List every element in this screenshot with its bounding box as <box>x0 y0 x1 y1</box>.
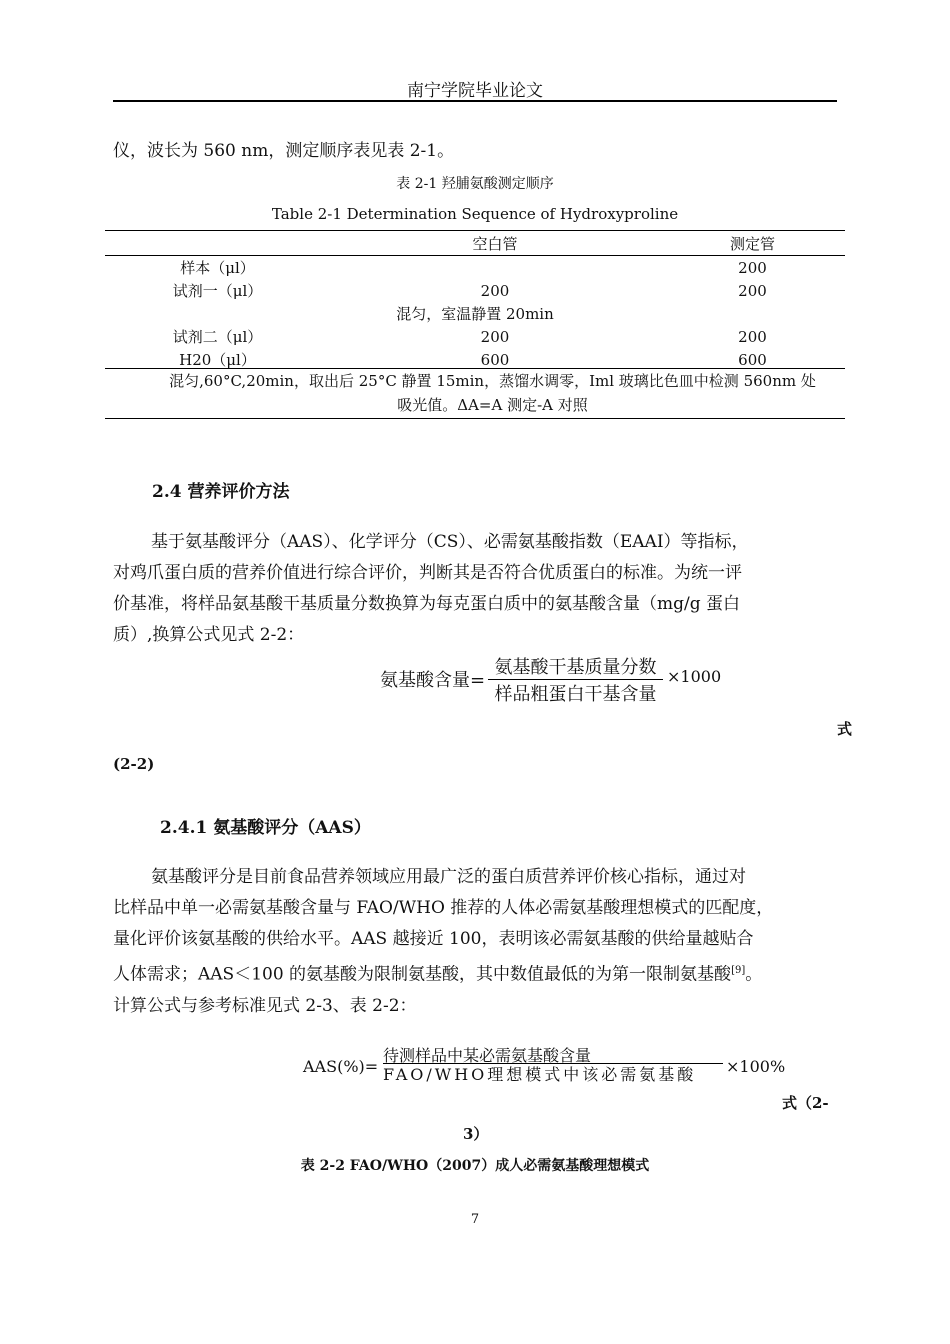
formula-denominator: FAO/WHO理想模式中该必需氨基酸 <box>383 1063 723 1086</box>
formula-2-2-fraction <box>488 653 663 706</box>
formula-2-2-multiplier: ×1000 <box>667 667 722 686</box>
paragraph-line: 量化评价该氨基酸的供给水平。AAS 越接近 100，表明该必需氨基酸的供给量越贴合 <box>113 929 754 949</box>
table1-note-line: 吸光值。ΔA=A 测定-A 对照 <box>397 396 588 414</box>
formula-2-3-multiplier: ×100% <box>726 1057 786 1076</box>
table-cell: 600 <box>480 350 510 369</box>
table-row <box>105 325 845 348</box>
section-2-4-1-paragraph <box>113 862 848 1022</box>
table1-note-line: 混匀,60°C,20min，取出后 25°C 静置 15min，蒸馏水调零，Iml 玻璃比色皿中检测 560nm 处 <box>169 372 816 390</box>
table1-header-row <box>105 231 845 256</box>
table1-caption-en: Table 2-1 Determination Sequence of Hydroxyproline <box>271 205 679 223</box>
table1-note <box>140 369 845 417</box>
formula-2-2-lhs: 氨基酸含量= <box>380 670 486 691</box>
section-2-4-heading: 2.4 营养评价方法 <box>152 482 290 502</box>
page-header-title: 南宁学院毕业论文 <box>407 81 543 101</box>
page-number: 7 <box>470 1212 480 1227</box>
table-cell: 试剂二（μl） <box>172 328 263 346</box>
table-row <box>105 302 845 325</box>
intro-line: 仪，波长为 560 nm，测定顺序表见表 2-1。 <box>113 141 455 161</box>
table2-caption: 表 2-2 FAO/WHO（2007）成人必需氨基酸理想模式 <box>300 1158 650 1174</box>
equation-number: 3） <box>463 1125 489 1143</box>
table1-col-header: 空白管 <box>330 231 660 256</box>
formula-numerator: 待测样品中某必需氨基酸含量 <box>383 1046 592 1063</box>
table1-bottom-rule <box>105 418 845 419</box>
table-cell: 200 <box>480 281 510 300</box>
paragraph-line: 对鸡爪蛋白质的营养价值进行综合评价，判断其是否符合优质蛋白的标准。为统一评 <box>113 563 742 583</box>
formula-2-3-fraction <box>383 1046 723 1086</box>
paragraph-text: 人体需求；AAS＜100 的氨基酸为限制氨基酸，其中数值最低的为第一限制氨基酸 <box>113 964 732 985</box>
table-cell <box>330 256 660 280</box>
table-merged-cell: 混匀，室温静置 20min <box>396 305 554 323</box>
paragraph-line: 比样品中单一必需氨基酸含量与 FAO/WHO 推荐的人体必需氨基酸理想模式的匹配度， <box>113 898 774 918</box>
citation-link[interactable]: [9] <box>731 965 746 976</box>
table-cell: 样本（μl） <box>180 259 255 277</box>
paragraph-line: 氨基酸评分是目前食品营养领域应用最广泛的蛋白质营养评价核心指标，通过对 <box>151 867 746 887</box>
table-cell: 试剂一（μl） <box>172 282 263 300</box>
paragraph-line: 质）,换算公式见式 2-2： <box>113 625 305 645</box>
equation-label: 式 <box>837 720 853 738</box>
formula-numerator: 氨基酸干基质量分数 <box>494 657 657 678</box>
table1-col-header: 测定管 <box>660 231 845 256</box>
table-cell: H20（μl） <box>179 351 256 369</box>
paragraph-line: 基于氨基酸评分（AAS）、化学评分（CS）、必需氨基酸指数（EAAI）等指标， <box>151 532 749 552</box>
table-cell: 200 <box>738 327 767 346</box>
table1-caption-cn: 表 2-1 羟脯氨酸测定顺序 <box>396 176 554 192</box>
paragraph-line: 价基准，将样品氨基酸干基质量分数换算为每克蛋白质中的氨基酸含量（mg/g 蛋白 <box>113 594 741 614</box>
header-rule <box>113 100 837 102</box>
paragraph-text: 。 <box>745 964 763 985</box>
table-cell: 200 <box>480 327 510 346</box>
table1-col-header <box>105 231 330 256</box>
paragraph-line: 计算公式与参考标准见式 2-3、表 2-2： <box>113 995 417 1016</box>
table-row <box>105 256 845 280</box>
equation-label: 式（2- <box>782 1094 829 1112</box>
table-cell: 600 <box>738 350 767 369</box>
section-2-4-1-heading: 2.4.1 氨基酸评分（AAS） <box>160 818 371 838</box>
table1 <box>105 230 845 371</box>
section-2-4-paragraph <box>113 527 843 651</box>
table-cell: 200 <box>738 258 767 277</box>
paragraph-line <box>113 955 848 991</box>
table-cell: 200 <box>738 281 767 300</box>
formula-2-3-lhs: AAS(%)= <box>303 1057 379 1076</box>
equation-number: (2-2) <box>113 755 155 773</box>
table-row <box>105 279 845 302</box>
formula-denominator: 样品粗蛋白干基含量 <box>488 679 663 706</box>
